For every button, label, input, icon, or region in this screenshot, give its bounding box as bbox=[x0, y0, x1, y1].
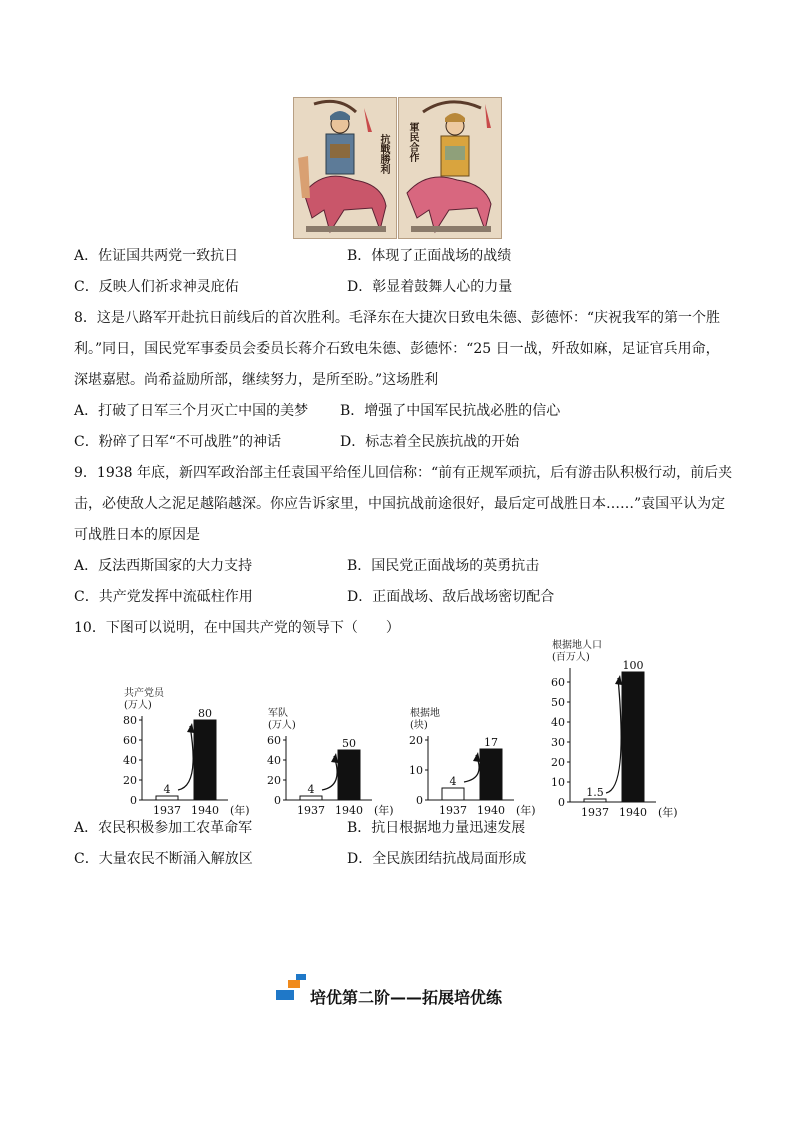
poster-left-caption: 抗戰勝利 bbox=[378, 134, 389, 174]
x-tick-label: 1937 bbox=[153, 804, 181, 817]
y-axis-label: 根据地 bbox=[410, 708, 440, 719]
x-tick-label: 1940 bbox=[191, 804, 219, 817]
data-label: 1.5 bbox=[586, 786, 604, 799]
x-tick-label: 1937 bbox=[439, 804, 467, 817]
chart-base-population bbox=[546, 640, 678, 836]
q8-option-d[interactable]: D．标志着全民族抗战的开始 bbox=[340, 434, 520, 450]
section-logo-icon bbox=[276, 974, 306, 1000]
x-tick-label: 1937 bbox=[581, 806, 609, 819]
y-axis-label: 共产党员 bbox=[124, 688, 164, 699]
x-axis-label: (年) bbox=[516, 804, 536, 817]
x-tick-label: 1940 bbox=[619, 806, 647, 819]
data-label: 17 bbox=[484, 736, 498, 749]
data-label: 4 bbox=[163, 783, 171, 796]
q10-option-b[interactable]: B．抗日根据地力量迅速发展 bbox=[347, 820, 526, 836]
q9-stem-line-1: 9．1938 年底，新四军政治部主任袁国平给侄儿回信称：“前有正规军顽抗，后有游击队积极行动，前后夹 bbox=[74, 465, 733, 481]
q10-option-d[interactable]: D．全民族团结抗战局面形成 bbox=[347, 851, 527, 867]
y-axis-label: (万人) bbox=[268, 720, 296, 731]
y-tick-label: 20 bbox=[123, 774, 137, 787]
q10-option-c[interactable]: C．大量农民不断涌入解放区 bbox=[74, 851, 253, 867]
y-tick-label: 80 bbox=[123, 714, 137, 727]
bar bbox=[622, 672, 644, 802]
y-tick-label: 0 bbox=[416, 794, 423, 807]
y-tick-label: 20 bbox=[267, 774, 281, 787]
bar bbox=[584, 799, 606, 802]
y-axis-label: 根据地人口 bbox=[552, 640, 602, 651]
q7-option-c[interactable]: C．反映人们祈求神灵庇佑 bbox=[74, 279, 239, 295]
poster-right-image bbox=[398, 97, 502, 239]
q9-option-b[interactable]: B．国民党正面战场的英勇抗击 bbox=[347, 558, 540, 574]
x-tick-label: 1940 bbox=[335, 804, 363, 817]
q7-option-a[interactable]: A．佐证国共两党一致抗日 bbox=[74, 248, 239, 264]
y-tick-label: 20 bbox=[409, 734, 423, 747]
chart-bases bbox=[404, 706, 534, 834]
x-axis-label: (年) bbox=[230, 804, 250, 817]
q7-option-b[interactable]: B．体现了正面战场的战绩 bbox=[347, 248, 512, 264]
y-tick-label: 0 bbox=[558, 796, 565, 809]
q7-option-d[interactable]: D．彰显着鼓舞人心的力量 bbox=[347, 279, 513, 295]
x-tick-label: 1937 bbox=[297, 804, 325, 817]
chart-svg bbox=[118, 686, 248, 830]
growth-arrow bbox=[606, 678, 621, 793]
y-tick-label: 10 bbox=[551, 776, 565, 789]
y-tick-label: 60 bbox=[123, 734, 137, 747]
y-tick-label: 60 bbox=[551, 676, 565, 689]
data-label: 50 bbox=[342, 737, 356, 750]
q9-option-d[interactable]: D．正面战场、敌后战场密切配合 bbox=[347, 589, 555, 605]
q9-stem-line-2: 击，必使敌人之泥足越陷越深。你应告诉家里，中国抗战前途很好，最后定可战胜日本……”袁国平认为定 bbox=[74, 496, 726, 512]
data-label: 80 bbox=[198, 707, 212, 720]
q8-stem-line-1: 8．这是八路军开赴抗日前线后的首次胜利。毛泽东在大捷次日致电朱德、彭德怀：“庆祝我军的第一个胜 bbox=[74, 310, 721, 326]
y-axis-label: 军队 bbox=[268, 708, 288, 719]
y-tick-label: 20 bbox=[551, 756, 565, 769]
growth-arrow bbox=[178, 726, 193, 790]
q10-option-a[interactable]: A．农民积极参加工农革命军 bbox=[74, 820, 253, 836]
growth-arrow-head bbox=[473, 752, 480, 762]
growth-arrow-head bbox=[187, 723, 194, 733]
bar bbox=[194, 720, 216, 800]
q8-option-a[interactable]: A．打破了日军三个月灭亡中国的美梦 bbox=[74, 403, 309, 419]
growth-arrow-head bbox=[615, 675, 622, 685]
y-tick-label: 40 bbox=[267, 754, 281, 767]
x-tick-label: 1940 bbox=[477, 804, 505, 817]
y-tick-label: 0 bbox=[130, 794, 137, 807]
bar bbox=[338, 750, 360, 800]
q8-option-c[interactable]: C．粉碎了日军“不可战胜”的神话 bbox=[74, 434, 282, 450]
y-tick-label: 40 bbox=[551, 716, 565, 729]
q8-stem-line-3: 深堪嘉慰。尚希益励所部，继续努力，是所至盼。”这场胜利 bbox=[74, 372, 439, 388]
y-tick-label: 10 bbox=[409, 764, 423, 777]
x-axis-label: (年) bbox=[658, 806, 678, 819]
growth-arrow-head bbox=[331, 753, 338, 763]
q9-option-c[interactable]: C．共产党发挥中流砥柱作用 bbox=[74, 589, 253, 605]
x-axis-label: (年) bbox=[374, 804, 394, 817]
q9-stem-line-3: 可战胜日本的原因是 bbox=[74, 527, 200, 543]
chart-party-members bbox=[118, 686, 248, 834]
poster-right-caption: 軍民合作 bbox=[407, 122, 418, 162]
section-title: 培优第二阶——拓展培优练 bbox=[310, 988, 503, 1007]
q9-option-a[interactable]: A．反法西斯国家的大力支持 bbox=[74, 558, 253, 574]
y-axis-label: (块) bbox=[410, 720, 428, 731]
bar bbox=[442, 788, 464, 800]
data-label: 4 bbox=[307, 783, 315, 796]
chart-svg bbox=[404, 706, 534, 830]
bar bbox=[300, 796, 322, 800]
q8-option-b[interactable]: B．增强了中国军民抗战必胜的信心 bbox=[340, 403, 561, 419]
chart-svg bbox=[262, 706, 392, 830]
chart-army bbox=[262, 706, 392, 834]
y-tick-label: 60 bbox=[267, 734, 281, 747]
y-tick-label: 30 bbox=[551, 736, 565, 749]
q10-stem: 10．下图可以说明，在中国共产党的领导下（ ） bbox=[74, 620, 400, 636]
q8-stem-line-2: 利。”同日，国民党军事委员会委员长蒋介石致电朱德、彭德怀：“25 日一战，歼敌如麻，足证官兵用命， bbox=[74, 341, 720, 357]
y-axis-label: (百万人) bbox=[552, 652, 590, 663]
bar bbox=[480, 749, 502, 800]
data-label: 100 bbox=[622, 659, 644, 672]
y-tick-label: 0 bbox=[274, 794, 281, 807]
y-tick-label: 40 bbox=[123, 754, 137, 767]
data-label: 4 bbox=[449, 775, 457, 788]
chart-svg bbox=[546, 640, 678, 832]
y-tick-label: 50 bbox=[551, 696, 565, 709]
bar bbox=[156, 796, 178, 800]
poster-left-image bbox=[293, 97, 397, 239]
y-axis-label: (万人) bbox=[124, 700, 152, 711]
